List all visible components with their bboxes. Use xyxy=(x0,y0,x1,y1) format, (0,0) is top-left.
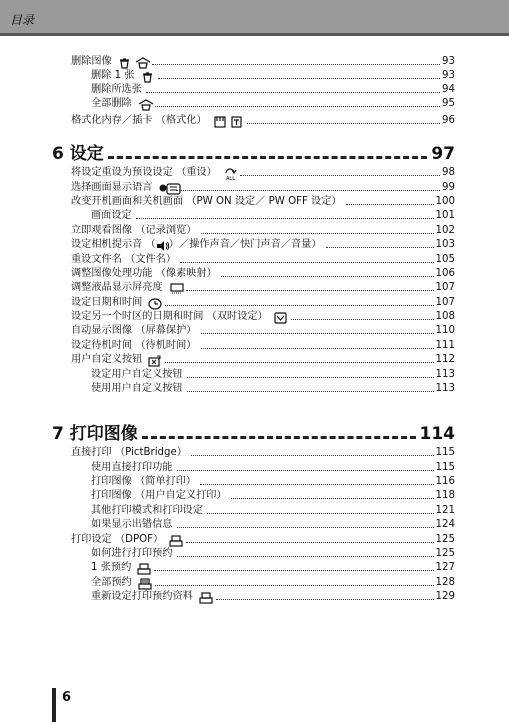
toc-entry-label: 使用用户自定义按钮 xyxy=(91,383,183,394)
toc-entry-icons xyxy=(199,592,212,603)
toc-entry-label: 删除 1 张 xyxy=(91,70,135,81)
dot-leader xyxy=(177,470,434,471)
toc-entry-label: 如果显示出错信息 xyxy=(91,519,173,530)
toc-entry-label: 自动显示图像 （屏幕保护） xyxy=(71,325,197,336)
toc-entry[interactable] xyxy=(71,238,455,251)
toc-entry[interactable] xyxy=(71,195,455,208)
svg-text:ALL: ALL xyxy=(225,176,235,180)
toc-entry[interactable] xyxy=(91,209,455,222)
toc-entry-label: 设定另一个时区的日期和时间 （双时设定） xyxy=(71,311,268,322)
toc-entry-label: 打印设定 （DPOF） xyxy=(71,534,164,545)
dot-leader xyxy=(201,348,434,349)
toc-entry-page: 101 xyxy=(435,210,455,221)
reset-icon xyxy=(223,168,236,179)
toc-entry-page: 106 xyxy=(435,268,455,279)
dot-leader xyxy=(247,123,440,124)
speaker-icon xyxy=(156,240,169,251)
dot-leader xyxy=(186,542,433,543)
toc-entry-label: 删除图像 xyxy=(71,56,112,67)
toc-entry-label: 将设定重设为预设设定 （重设） xyxy=(71,167,217,178)
toc-entry-icons xyxy=(148,355,161,366)
toc-entry[interactable] xyxy=(71,533,455,546)
toc-entry[interactable] xyxy=(91,382,455,395)
memory-icon xyxy=(230,116,243,127)
toc-entry-page: 125 xyxy=(435,548,455,559)
toc-entry[interactable] xyxy=(91,504,455,517)
toc-entry-label: 打印图像 （简单打印） xyxy=(91,476,197,487)
dot-leader xyxy=(136,218,434,219)
toc-entry-page: 128 xyxy=(435,577,455,588)
toc-entry-page: 110 xyxy=(435,325,455,336)
dot-leader xyxy=(155,106,440,107)
dot-leader xyxy=(155,585,434,586)
toc-entry[interactable] xyxy=(91,576,455,589)
toc-entry[interactable] xyxy=(71,281,455,294)
toc-entry-page: 127 xyxy=(435,562,455,573)
header-title: 目录 xyxy=(10,13,35,27)
toc-entry-page: 93 xyxy=(442,70,455,81)
toc-entry-icons xyxy=(159,183,172,194)
toc-entry-page: 118 xyxy=(435,490,455,501)
toc-entry-label: 改变开机画面和关机画面 （PW ON 设定／ PW OFF 设定） xyxy=(71,196,342,207)
toc-entry-page: 102 xyxy=(435,225,455,236)
dot-leader xyxy=(326,247,434,248)
chapter-leader xyxy=(142,436,416,439)
toc-entry-label: 设定待机时间 （待机时间） xyxy=(71,340,197,351)
toc-entry[interactable] xyxy=(71,166,455,179)
toc-entry-page: 113 xyxy=(435,383,455,394)
dot-leader xyxy=(152,64,440,65)
chapter-page: 114 xyxy=(419,424,455,444)
chapter-leader xyxy=(108,156,428,159)
dot-leader xyxy=(216,599,434,600)
toc-entry-page: 107 xyxy=(435,282,455,293)
dot-leader xyxy=(240,175,440,176)
toc-entry[interactable] xyxy=(71,296,455,309)
chapter-title: 6 设定 xyxy=(52,144,104,164)
clock-icon xyxy=(148,298,161,309)
toc-entry-page: 115 xyxy=(435,462,455,473)
toc-entry-page: 94 xyxy=(442,84,455,95)
dot-leader xyxy=(231,498,434,499)
dot-leader xyxy=(291,319,434,320)
toc-entry-label: 选择画面显示语言 xyxy=(71,182,153,193)
delete-all-icon xyxy=(138,99,151,110)
toc-entry-label: 打印图像 （用户自定义打印） xyxy=(91,490,227,501)
toc-entry-page: 115 xyxy=(435,447,455,458)
toc-entry[interactable] xyxy=(91,368,455,381)
toc-entry[interactable] xyxy=(71,339,455,352)
toc-entry-page: 100 xyxy=(435,196,455,207)
toc-entry-label: 设定日期和时间 xyxy=(71,297,143,308)
toc-entry[interactable] xyxy=(91,590,455,603)
page-header xyxy=(0,0,509,36)
toc-entry[interactable] xyxy=(91,561,455,574)
dot-leader xyxy=(346,204,434,205)
chapter-page: 97 xyxy=(431,144,455,164)
header-rule xyxy=(0,33,509,36)
toc-entry-icons xyxy=(156,240,169,251)
toc-entry-icons xyxy=(169,283,182,294)
toc-entry-label: 直接打印 （PictBridge） xyxy=(71,447,187,458)
dot-leader xyxy=(176,190,441,191)
toc-entry[interactable] xyxy=(91,97,455,110)
custom-button-icon xyxy=(148,355,161,366)
toc-entry-label: 调整液晶显示屏亮度 xyxy=(71,282,163,293)
footer-page-number: 6 xyxy=(62,690,72,705)
toc-entry-label: 全部删除 xyxy=(91,98,132,109)
dot-leader xyxy=(180,262,433,263)
lcd-brightness-icon xyxy=(169,283,182,294)
language-icon xyxy=(159,183,172,194)
toc-entry-label: 设定相机提示音 （ xyxy=(71,239,156,250)
toc-entry-page: 103 xyxy=(435,239,455,250)
toc-entry-icons xyxy=(213,116,243,127)
toc-entry[interactable] xyxy=(71,267,455,280)
toc-entry-page: 93 xyxy=(442,56,455,67)
toc-entry-page: 96 xyxy=(442,115,455,126)
dot-leader xyxy=(177,556,434,557)
toc-entry-label: 格式化内存／插卡 （格式化） xyxy=(71,115,207,126)
toc-entry-label: 其他打印模式和打印设定 xyxy=(91,505,204,516)
toc-entry[interactable] xyxy=(71,114,455,127)
dot-leader xyxy=(200,484,433,485)
toc-entry-page: 95 xyxy=(442,98,455,109)
footer-bar xyxy=(52,688,56,722)
toc-entry-icons xyxy=(148,298,161,309)
dot-leader xyxy=(201,333,434,334)
toc-entry[interactable] xyxy=(91,489,455,502)
dot-leader xyxy=(187,377,434,378)
dot-leader xyxy=(207,513,433,514)
card-icon xyxy=(213,116,226,127)
dot-leader xyxy=(146,92,440,93)
dot-leader xyxy=(191,455,434,456)
toc-entry-page: 98 xyxy=(442,167,455,178)
toc-entry-icons xyxy=(138,99,151,110)
chapter-title: 7 打印图像 xyxy=(52,424,138,444)
toc-entry[interactable] xyxy=(71,324,455,337)
toc-entry[interactable] xyxy=(91,547,455,560)
toc-entry[interactable] xyxy=(91,518,455,531)
print-order-icon xyxy=(137,563,150,574)
toc-entry-label: 调整图像处理功能 （像素映射） xyxy=(71,268,217,279)
dot-leader xyxy=(186,290,434,291)
print-all-icon xyxy=(138,578,151,589)
print-order-icon xyxy=(199,592,212,603)
toc-entry-page: 113 xyxy=(435,369,455,380)
toc-entry[interactable] xyxy=(71,224,455,237)
toc-entry-page: 107 xyxy=(435,297,455,308)
toc-entry-icons xyxy=(223,168,236,179)
toc-entry-label: 重新设定打印预约资料 xyxy=(91,591,193,602)
toc-entry[interactable] xyxy=(91,69,455,82)
toc-entry-icons xyxy=(138,578,151,589)
toc-entry-page: 121 xyxy=(435,505,455,516)
trash-icon xyxy=(118,57,131,68)
toc-entry[interactable] xyxy=(71,446,455,459)
toc-entry-icons xyxy=(141,71,154,82)
toc-entry-page: 129 xyxy=(435,591,455,602)
dot-leader xyxy=(221,276,434,277)
toc-entry-page: 112 xyxy=(435,354,455,365)
toc-entry[interactable] xyxy=(91,461,455,474)
dot-leader xyxy=(165,305,433,306)
toc-entry-page: 111 xyxy=(435,340,455,351)
print-order-icon xyxy=(169,535,182,546)
toc-entry-icons xyxy=(274,312,287,323)
toc-entry-label: 设定用户自定义按钮 xyxy=(91,369,183,380)
dot-leader xyxy=(158,78,441,79)
toc-entry-label: 立即观看图像 （记录浏览） xyxy=(71,225,197,236)
toc-entry-page: 108 xyxy=(435,311,455,322)
toc-entry[interactable] xyxy=(71,310,455,323)
dot-leader xyxy=(187,391,434,392)
toc-entry[interactable] xyxy=(71,55,455,68)
toc-entry-page: 99 xyxy=(442,182,455,193)
toc-entry[interactable] xyxy=(71,181,455,194)
dot-leader xyxy=(177,527,434,528)
toc-entry-label: 重设文件名 （文件名） xyxy=(71,254,177,265)
chapter-heading[interactable] xyxy=(52,424,455,444)
toc-entry-page: 124 xyxy=(435,519,455,530)
toc-entry-page: 116 xyxy=(435,476,455,487)
toc-entry-icons xyxy=(137,563,150,574)
toc-entry-icons xyxy=(118,57,148,68)
delete-all-icon xyxy=(135,57,148,68)
toc-entry[interactable] xyxy=(91,475,455,488)
dot-leader xyxy=(165,362,433,363)
toc-entry-label: 用户自定义按钮 xyxy=(71,354,143,365)
dot-leader xyxy=(201,233,434,234)
toc-entry-label: 删除所选张 xyxy=(91,84,142,95)
toc-entry-page: 105 xyxy=(435,254,455,265)
dot-leader xyxy=(154,570,433,571)
toc-entry-label: 全部预约 xyxy=(91,577,132,588)
toc-entry-icons xyxy=(169,535,182,546)
toc-entry-label: 如何进行打印预约 xyxy=(91,548,173,559)
toc-entry[interactable] xyxy=(71,253,455,266)
toc-entry-label-suffix: ）／操作声音／快门声音／音量） xyxy=(168,239,322,250)
toc-entry-label: 1 张预约 xyxy=(91,562,132,573)
chapter-heading[interactable] xyxy=(52,144,455,164)
toc-entry[interactable] xyxy=(91,83,455,96)
toc-entry-page: 125 xyxy=(435,534,455,545)
toc-entry[interactable] xyxy=(71,353,455,366)
toc-entry-label: 使用直接打印功能 xyxy=(91,462,173,473)
dual-time-icon xyxy=(274,312,287,323)
trash-icon xyxy=(141,71,154,82)
toc-entry-label: 画面设定 xyxy=(91,210,132,221)
